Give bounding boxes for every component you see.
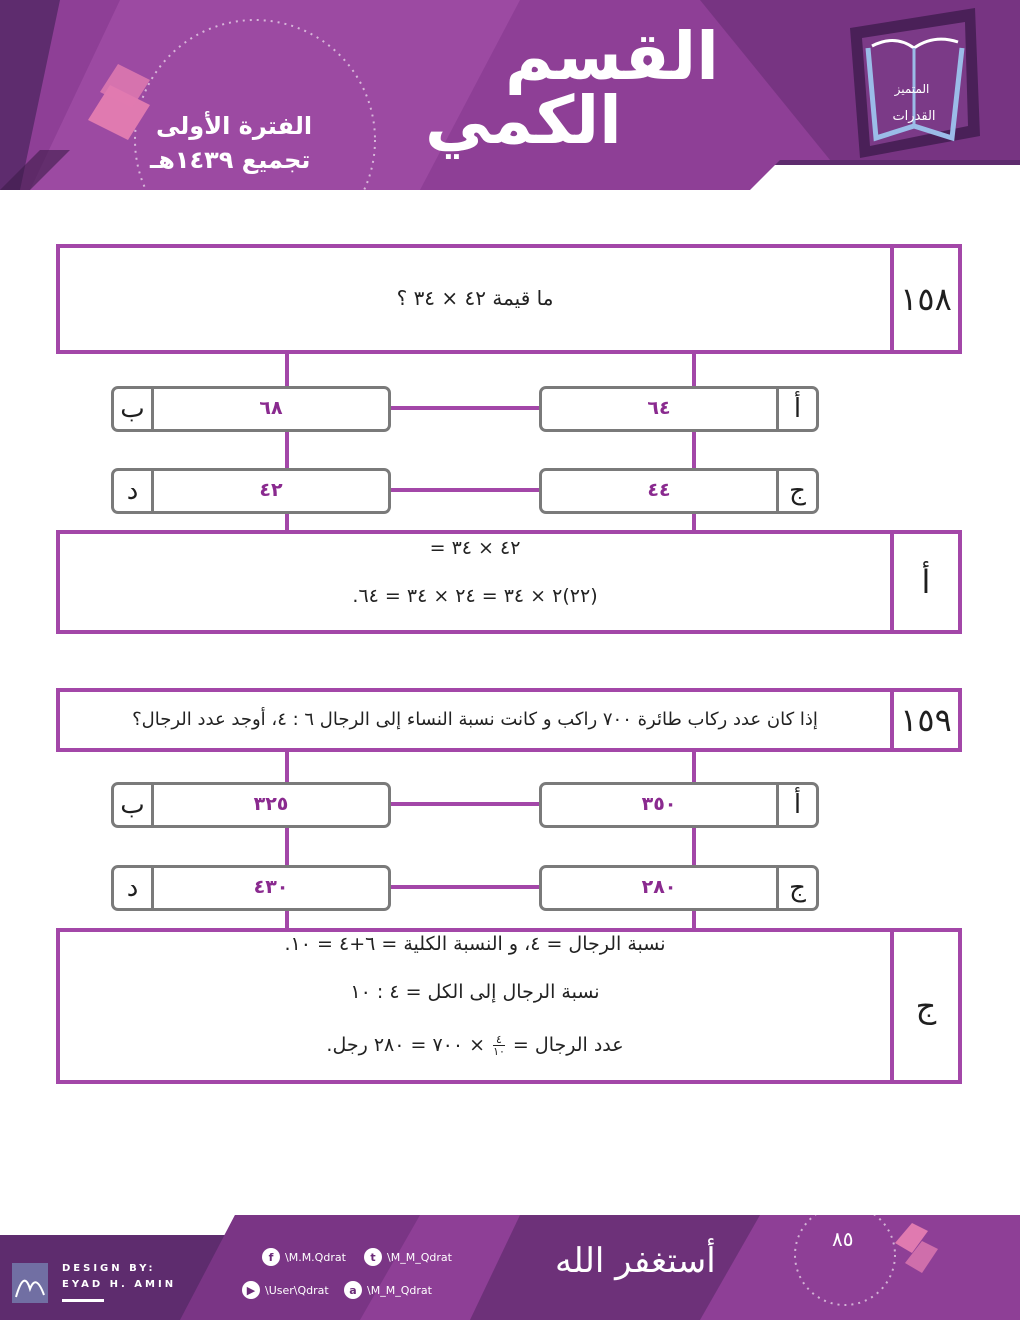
option-label: أ <box>776 389 816 429</box>
connector-line <box>388 802 540 806</box>
option-value: ٣٥٠ <box>641 793 677 815</box>
connector-line <box>388 406 540 410</box>
option-d[interactable] <box>111 468 391 514</box>
answer-letter: أ <box>921 563 931 601</box>
calligraphy: أستغفر الله <box>555 1241 716 1281</box>
question-text: ما قيمة ٤٢ × ٣٤ ؟ <box>396 286 554 310</box>
question-number-box <box>890 688 962 752</box>
page-header <box>0 0 1020 190</box>
question-number-box <box>890 244 962 354</box>
fraction: $\frac{٤}{١٠}$ <box>493 1033 505 1058</box>
solution-steps <box>70 536 880 608</box>
section-title-line2: الكمي <box>425 82 622 159</box>
design-underline <box>62 1299 104 1302</box>
question-text: إذا كان عدد ركاب طائرة ٧٠٠ راكب و كانت نسبة النساء إلى الرجال ٦ : ٤، أوجد عدد الرجال؟ <box>132 708 818 730</box>
facebook-icon: f <box>262 1248 280 1266</box>
ask-icon: a <box>344 1281 362 1299</box>
option-value: ٤٢ <box>259 479 283 501</box>
design-credit <box>62 1261 176 1293</box>
solution-line: نسبة الرجال إلى الكل = ٤ : ١٠ <box>350 981 600 1003</box>
solution-line: عدد الرجال = $\frac{٤}{١٠}$ × ٧٠٠ = ٢٨٠ رجل. <box>326 1033 624 1058</box>
option-value: ٣٢٥ <box>253 793 289 815</box>
option-value: ٦٨ <box>259 397 283 419</box>
question-number: ١٥٨ <box>900 280 952 318</box>
option-b[interactable] <box>111 782 391 828</box>
social-handle: \M.M.Qdrat <box>285 1250 346 1264</box>
option-label: ب <box>114 389 154 429</box>
page-number: ٨٥ <box>832 1227 854 1251</box>
option-value: ٤٣٠ <box>253 876 289 898</box>
option-b[interactable] <box>111 386 391 432</box>
social-youtube[interactable] <box>242 1281 329 1299</box>
connector-line <box>388 488 540 492</box>
collection-label: تجميع ١٤٣٩هـ <box>150 146 311 174</box>
option-c[interactable] <box>539 468 819 514</box>
social-twitter[interactable] <box>364 1248 452 1266</box>
signature-logo <box>8 1259 52 1315</box>
social-handle: \M_M_Qdrat <box>387 1250 452 1264</box>
option-d[interactable] <box>111 865 391 911</box>
social-handle: \User\Qdrat <box>265 1283 329 1297</box>
book-icon <box>850 8 980 158</box>
svg-text:القدرات: القدرات <box>892 109 936 124</box>
option-label: د <box>114 471 154 511</box>
social-ask[interactable] <box>344 1281 432 1299</box>
option-value: ٢٨٠ <box>641 876 677 898</box>
answer-letter: ج <box>915 987 937 1025</box>
option-label: ج <box>776 471 816 511</box>
answer-box <box>890 530 962 634</box>
option-a[interactable] <box>539 386 819 432</box>
solution-line: ٤٢ × ٣٤ = <box>429 537 521 559</box>
twitter-icon: t <box>364 1248 382 1266</box>
option-value: ٤٤ <box>647 479 671 501</box>
answer-box <box>890 928 962 1084</box>
option-label: أ <box>776 785 816 825</box>
designer-name: EYAD H. AMIN <box>62 1279 177 1290</box>
solution-line: (٢٢)٢ × ٣٤ = ٢٤ × ٣٤ = ٦٤. <box>352 585 598 607</box>
section-title-line1: القسم <box>505 18 719 95</box>
svg-text:المتميز: المتميز <box>894 82 930 96</box>
solution-line: نسبة الرجال = ٤، و النسبة الكلية = ٦+٤ = ١٠. <box>284 933 666 955</box>
design-by-label: DESIGN BY: <box>62 1263 156 1274</box>
period-label: الفترة الأولى <box>156 112 313 140</box>
option-label: ب <box>114 785 154 825</box>
question-number: ١٥٩ <box>900 701 952 739</box>
option-label: ج <box>776 868 816 908</box>
option-c[interactable] <box>539 865 819 911</box>
solution-steps <box>70 932 880 1060</box>
social-facebook[interactable] <box>262 1248 346 1266</box>
option-value: ٦٤ <box>647 397 671 419</box>
social-handle: \M_M_Qdrat <box>367 1283 432 1297</box>
page-footer <box>0 1215 1020 1320</box>
option-label: د <box>114 868 154 908</box>
youtube-icon: ▶ <box>242 1281 260 1299</box>
connector-line <box>388 885 540 889</box>
option-a[interactable] <box>539 782 819 828</box>
